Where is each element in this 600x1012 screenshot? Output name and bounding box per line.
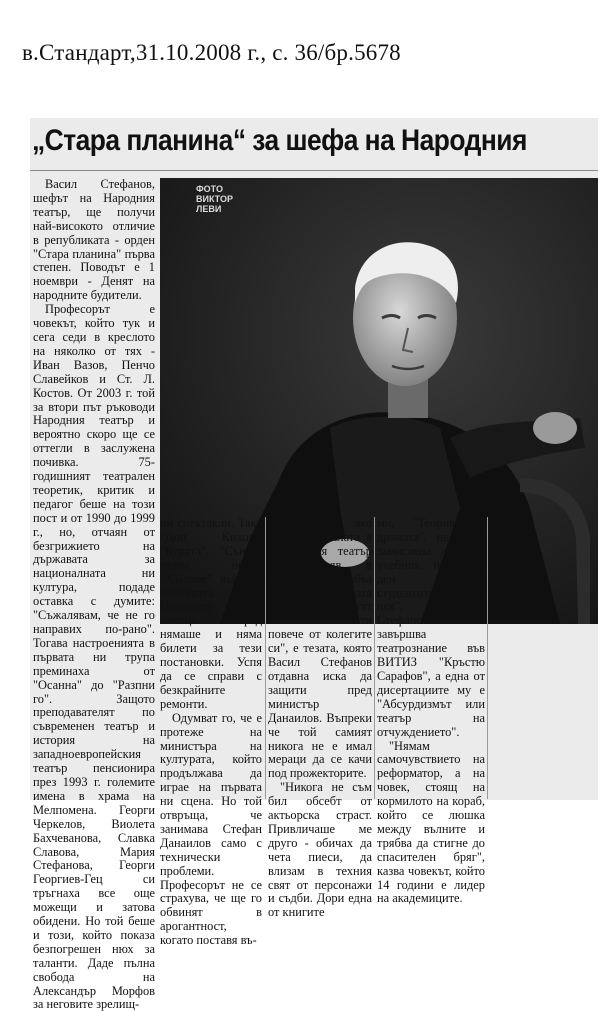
paragraph: "Никога не съм бил обсебт от актьорска страст. Привличаше ме друго - обичах да чета пиеси, да влизам в техния свят от персонажи и съдби. Дори една от книгите xyxy=(268,780,372,920)
source-line: в.Стандарт,31.10.2008 г., с. 36/бр.5678 xyxy=(22,40,401,65)
paragraph: ни спектакли. Така "Дон Кихот", "Бурята", "Сън в лятна нощ", "Хъшове" върнаха публиката в Народния и месеци напред нямаше и няма билети за тези постановки. Успя да се справи с безкрайните ремонти. xyxy=(160,516,262,711)
paragraph: Професорът е човекът, който тук и сега седи в креслото на няколко от тях - Иван Вазов, Пенчо Славейков и Ст. Л. Костов. От 2003 г. той за втори път ръководи Народния театър и вероятно скоро ще се оттегли в заслужена почивка. 75-годишният театрален теоретик, критик и педагог беше на този пост и от 1990 до 1999 г., но, отчаян от безгрижието на държавата за националната ни култура, подаде оставка с думите: "Съжалявам, че не го направих по-рано". Тогава настроенията в първата ни трупа преминаха от "Осанна" до "Разпни го". Защото преподавателят по съвременен театър и история на западноевропейския театър пенсионира през 1993 г. големите имена в храма на Мелпомена. Георги Черкелов, Виолета Бахчеванова, Славка Славова, Мария Стефанова, Георги Георгиев-Гец си тръгнаха все още можещи и затова обидени. Но той беше и този, който показа безпогрешен нюх за таланти. Даде пълна свобода на Александър Морфов за неговите зрелищ- xyxy=(33,302,155,1012)
article-column-4 xyxy=(377,516,485,906)
article-column-3 xyxy=(268,516,372,920)
headline: „Стара планина“ за шефа на Народния xyxy=(32,124,527,157)
column-divider xyxy=(487,517,488,799)
paragraph: ми, "Теория на драмата", не беше замислена да бъде учебник, но и до ден днешен студентите учат от нея", разказва Стефанов. Затова завършва театрознание във ВИТИЗ "Кръстю Сарафов", а една от дисертациите му е "Абсурдизмът или театър на отчуждението". xyxy=(377,516,485,739)
paragraph: Одумват го, че е протеже на министъра на културата, който продължава да играе на първата ни сцена. Но той отвръща, че занимава Стефан Данаилов само с технически проблеми. Професорът не се страхува, че ще го обвинят в арогантност, когато поставя въ- xyxy=(160,710,262,948)
newspaper-clipping xyxy=(30,118,598,1012)
paragraph: "Нямам самочувствието на реформатор, а на човек, стоящ на кормилото на кораб, който се люшка между вълните и трябва да стигне до спасителен бряг", казва човекът, който 14 години е лидер на академиците. xyxy=(377,738,485,906)
headline-rule xyxy=(30,170,598,171)
column-divider xyxy=(374,517,375,799)
article-column-1 xyxy=(33,177,155,1012)
column-divider xyxy=(265,517,266,799)
paragraph: Васил Стефанов, шефът на Народния театър, ще получи най-високото отличие в републиката - орден "Стара планина" първа степен. Поводът е 1 ноември - Денят на народните будители. xyxy=(33,177,155,303)
article-column-2 xyxy=(160,516,262,948)
paragraph: проса, че ако средната заплата в българския театър е 500 лв., в Народния трябва да е 750. "Хората тук работят няколко пъти повече от колегите си", е тезата, която Васил Стефанов отдавна иска да защити пред министър Данаилов. Въпреки че той самият никога не е имал мерaци да се качи под прожекторите. xyxy=(268,516,372,781)
photo-credit: ФОТО ВИКТОР ЛЕВИ xyxy=(196,184,233,214)
